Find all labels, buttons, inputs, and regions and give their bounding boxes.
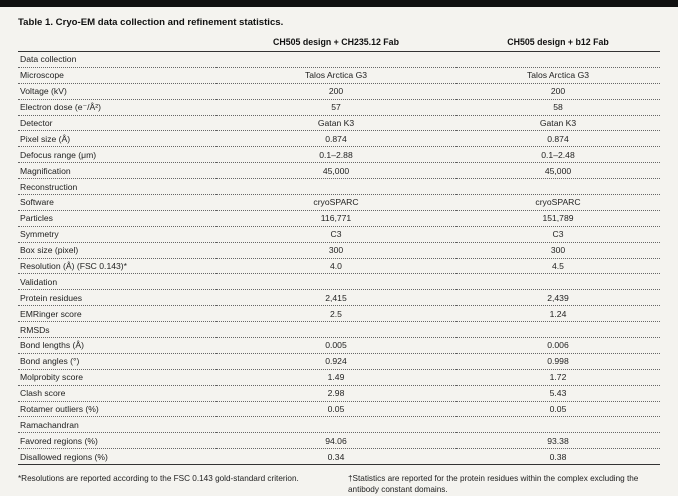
- table-row: [18, 401, 660, 417]
- cell-value: 0.874: [216, 131, 456, 147]
- row-label: Favored regions (%): [18, 433, 216, 449]
- cell-value: 200: [456, 83, 660, 99]
- cell-value: 200: [216, 83, 456, 99]
- cell-value: 0.006: [456, 338, 660, 354]
- table-row: [18, 52, 660, 68]
- footnotes: [18, 473, 660, 495]
- cell-value: [456, 52, 660, 68]
- table-row: [18, 147, 660, 163]
- row-label: Ramachandran: [18, 417, 216, 433]
- cell-value: 0.005: [216, 338, 456, 354]
- cell-value: 2,415: [216, 290, 456, 306]
- row-label: Disallowed regions (%): [18, 449, 216, 465]
- cell-value: cryoSPARC: [216, 195, 456, 211]
- table-row: [18, 306, 660, 322]
- cell-value: 2.98: [216, 385, 456, 401]
- cell-value: C3: [216, 226, 456, 242]
- cell-value: [456, 179, 660, 195]
- cell-value: Gatan K3: [216, 115, 456, 131]
- cell-value: 93.38: [456, 433, 660, 449]
- cell-value: [456, 322, 660, 338]
- cell-value: 1.49: [216, 369, 456, 385]
- row-label: Validation: [18, 274, 216, 290]
- cell-value: 300: [456, 242, 660, 258]
- cell-value: 45,000: [456, 163, 660, 179]
- table-row: [18, 369, 660, 385]
- row-label: Software: [18, 195, 216, 211]
- table-row: [18, 131, 660, 147]
- row-label: Bond lengths (Å): [18, 338, 216, 354]
- cell-value: Talos Arctica G3: [216, 67, 456, 83]
- cell-value: 45,000: [216, 163, 456, 179]
- cell-value: cryoSPARC: [456, 195, 660, 211]
- cell-value: Gatan K3: [456, 115, 660, 131]
- row-label: Magnification: [18, 163, 216, 179]
- table-row: [18, 99, 660, 115]
- cell-value: 2,439: [456, 290, 660, 306]
- column-header-b12: CH505 design + b12 Fab: [456, 35, 660, 52]
- cell-value: 0.1–2.88: [216, 147, 456, 163]
- cell-value: 0.1–2.48: [456, 147, 660, 163]
- row-label: Clash score: [18, 385, 216, 401]
- footnote-resolution: *Resolutions are reported according to the FSC 0.143 gold-standard criterion.: [18, 474, 299, 484]
- row-label: Microscope: [18, 67, 216, 83]
- cell-value: 5.43: [456, 385, 660, 401]
- table-row: [18, 449, 660, 465]
- table-row: [18, 242, 660, 258]
- cell-value: [216, 179, 456, 195]
- table-row: [18, 258, 660, 274]
- cell-value: 151,789: [456, 210, 660, 226]
- table-row: [18, 163, 660, 179]
- row-label: EMRinger score: [18, 306, 216, 322]
- footnote-statistics: †Statistics are reported for the protein residues within the complex excluding the antibody constant domains.: [348, 474, 639, 495]
- row-label: Rotamer outliers (%): [18, 401, 216, 417]
- cell-value: [216, 322, 456, 338]
- cell-value: 0.924: [216, 353, 456, 369]
- table-row: [18, 195, 660, 211]
- table-row: [18, 179, 660, 195]
- cell-value: 4.0: [216, 258, 456, 274]
- table-body: [18, 52, 660, 465]
- table-row: [18, 67, 660, 83]
- cell-value: 0.874: [456, 131, 660, 147]
- row-label: Pixel size (Å): [18, 131, 216, 147]
- row-label: Bond angles (°): [18, 353, 216, 369]
- cell-value: 4.5: [456, 258, 660, 274]
- table-row: [18, 210, 660, 226]
- table-row: [18, 226, 660, 242]
- cell-value: Talos Arctica G3: [456, 67, 660, 83]
- table-row: [18, 353, 660, 369]
- row-label: Voltage (kV): [18, 83, 216, 99]
- table-row: [18, 338, 660, 354]
- header-row: [18, 35, 660, 52]
- cell-value: 116,771: [216, 210, 456, 226]
- cell-value: [216, 274, 456, 290]
- table-row: [18, 83, 660, 99]
- row-label: Symmetry: [18, 226, 216, 242]
- column-header-parameter: [18, 35, 216, 52]
- table-row: [18, 274, 660, 290]
- cell-value: [216, 417, 456, 433]
- statistics-table: [18, 35, 660, 465]
- cell-value: 1.24: [456, 306, 660, 322]
- table-row: [18, 433, 660, 449]
- cell-value: 58: [456, 99, 660, 115]
- row-label: RMSDs: [18, 322, 216, 338]
- cell-value: 2.5: [216, 306, 456, 322]
- column-header-ch235: CH505 design + CH235.12 Fab: [216, 35, 456, 52]
- row-label: Reconstruction: [18, 179, 216, 195]
- cell-value: 0.05: [216, 401, 456, 417]
- row-label: Molprobity score: [18, 369, 216, 385]
- row-label: Resolution (Å) (FSC 0.143)*: [18, 258, 216, 274]
- top-border: [0, 0, 678, 7]
- table-row: [18, 290, 660, 306]
- cell-value: 0.34: [216, 449, 456, 465]
- cell-value: [456, 274, 660, 290]
- cell-value: C3: [456, 226, 660, 242]
- row-label: Detector: [18, 115, 216, 131]
- cell-value: 0.05: [456, 401, 660, 417]
- table-row: [18, 385, 660, 401]
- table-row: [18, 322, 660, 338]
- cell-value: 1.72: [456, 369, 660, 385]
- row-label: Data collection: [18, 52, 216, 68]
- row-label: Box size (pixel): [18, 242, 216, 258]
- cell-value: [456, 417, 660, 433]
- cell-value: 57: [216, 99, 456, 115]
- table-document: [0, 7, 678, 496]
- cell-value: 94.06: [216, 433, 456, 449]
- table-row: [18, 417, 660, 433]
- row-label: Electron dose (e⁻/Å²): [18, 99, 216, 115]
- table-title: Table 1. Cryo-EM data collection and refinement statistics.: [18, 17, 284, 28]
- cell-value: 0.38: [456, 449, 660, 465]
- cell-value: 0.998: [456, 353, 660, 369]
- row-label: Defocus range (μm): [18, 147, 216, 163]
- cell-value: [216, 52, 456, 68]
- table-row: [18, 115, 660, 131]
- row-label: Protein residues: [18, 290, 216, 306]
- row-label: Particles: [18, 210, 216, 226]
- cell-value: 300: [216, 242, 456, 258]
